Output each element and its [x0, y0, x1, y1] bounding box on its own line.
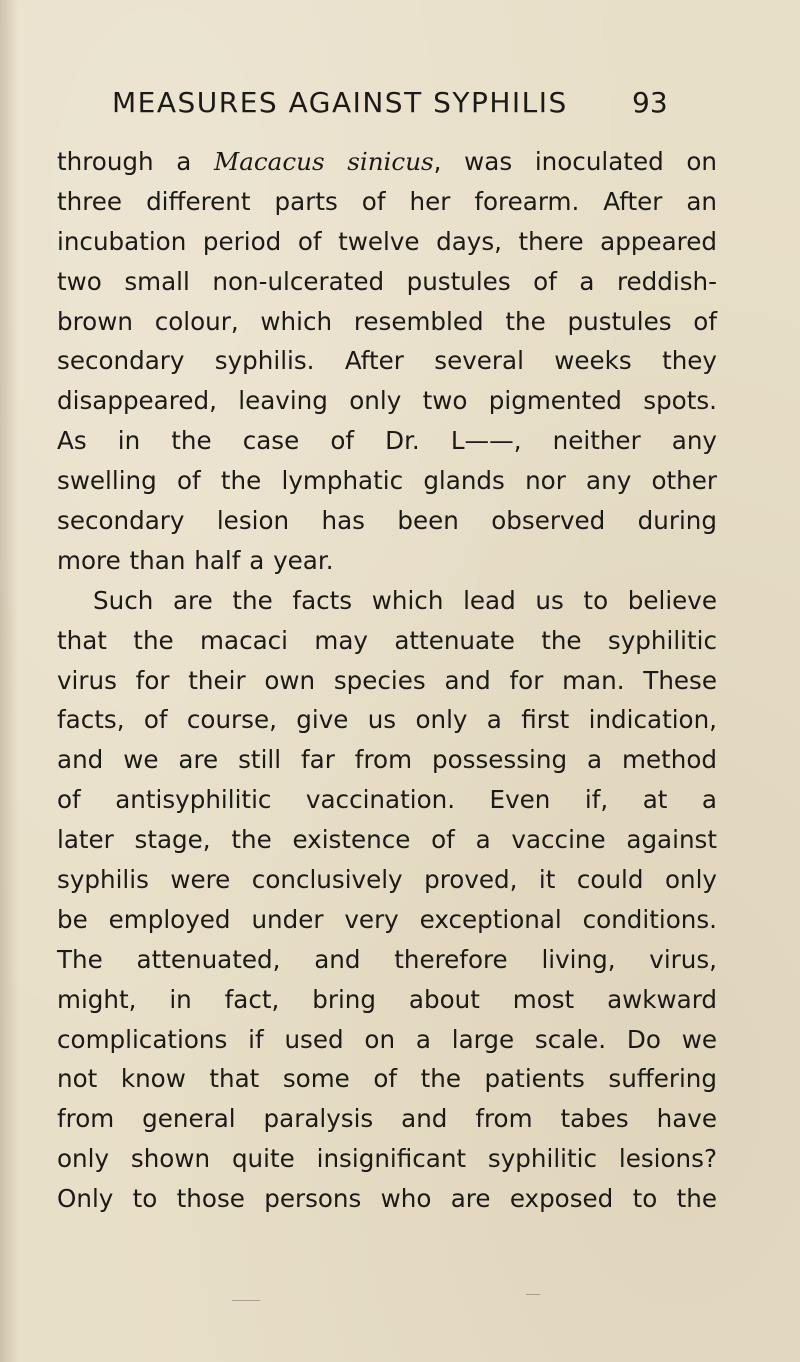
text-line: The attenuated, and therefore living, virus, [57, 944, 717, 974]
species-name: Macacus sinicus [214, 147, 434, 176]
print-smudge [526, 1294, 540, 1295]
page-header [0, 86, 800, 136]
text-line: of antisyphilitic vaccination. Even if, at a [57, 785, 717, 815]
page-number: 93 [632, 86, 668, 119]
text-line: from general paralysis and from tabes have [57, 1104, 717, 1134]
text-line: that the macaci may attenuate the syphilitic [57, 625, 717, 655]
text-line: three different parts of her forearm. After an [57, 186, 717, 216]
text-line: complications if used on a large scale. Do we [57, 1024, 717, 1054]
body-text [57, 142, 717, 1219]
page-gutter-shadow [0, 0, 18, 1362]
text-line: syphilis were conclusively proved, it could only [57, 865, 717, 895]
text-line: be employed under very exceptional conditions. [57, 904, 717, 934]
print-smudge [232, 1300, 260, 1301]
text-line: not know that some of the patients suffering [57, 1064, 717, 1094]
running-head: MEASURES AGAINST SYPHILIS [112, 86, 568, 119]
text-line: brown colour, which resembled the pustules of [57, 306, 717, 336]
text-line: secondary syphilis. After several weeks they [57, 346, 717, 376]
text-line: through a Macacus sinicus, was inoculated on [57, 147, 717, 176]
text-line: two small non-ulcerated pustules of a reddish- [57, 266, 717, 296]
text-line: swelling of the lymphatic glands nor any other [57, 466, 717, 496]
text-line: and we are still far from possessing a method [57, 745, 717, 775]
text-line: virus for their own species and for man. These [57, 665, 717, 695]
text-line: only shown quite insignificant syphilitic lesions? [57, 1144, 717, 1174]
text-line: secondary lesion has been observed during [57, 506, 717, 536]
paragraph-end-line: more than half a year. [57, 545, 334, 575]
paragraph-start-line: Such are the facts which lead us to believe [93, 585, 717, 615]
text-line: facts, of course, give us only a first indication, [57, 705, 717, 735]
text-line: As in the case of Dr. L——, neither any [57, 426, 717, 456]
text-line: disappeared, leaving only two pigmented spots. [57, 386, 717, 416]
text-line: later stage, the existence of a vaccine against [57, 825, 717, 855]
text-line: incubation period of twelve days, there appeared [57, 226, 717, 256]
text-line: Only to those persons who are exposed to the [57, 1184, 717, 1214]
text-line: might, in fact, bring about most awkward [57, 984, 717, 1014]
